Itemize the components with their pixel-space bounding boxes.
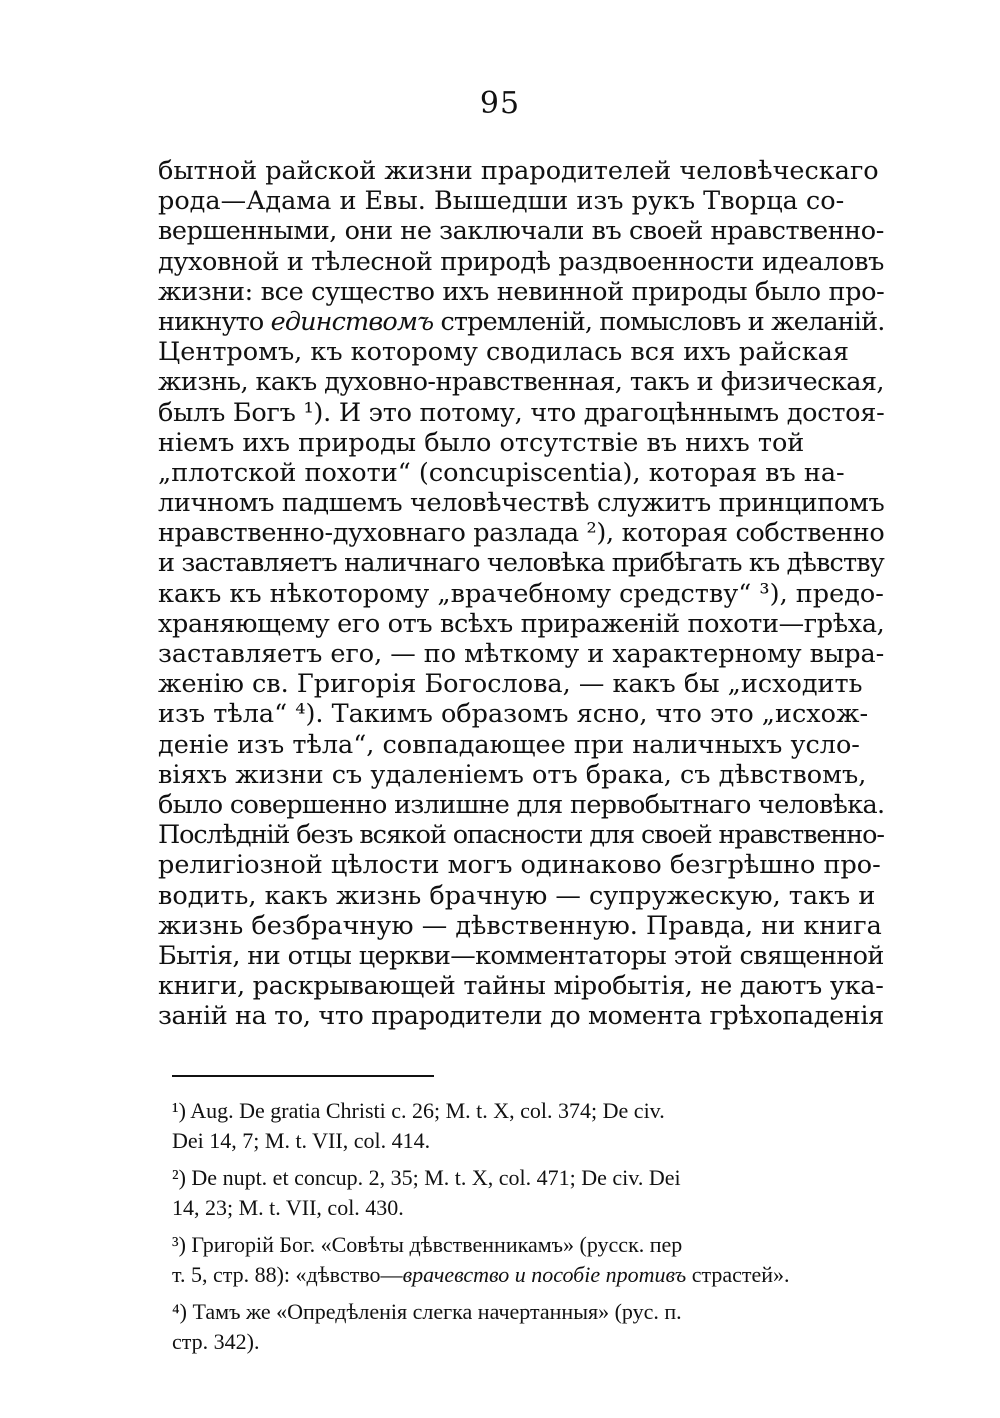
body-line: вершенными, они не заключали въ своей нравственно- [158, 216, 884, 247]
body-line: женію св. Григорія Богослова, — какъ бы „исходить [158, 669, 863, 700]
page-number: 95 [479, 86, 521, 121]
footnote-4 [172, 1297, 888, 1356]
body-line: деніе изъ тѣла“, совпадающее при наличныхъ усло- [158, 729, 860, 760]
body-line: водить, какъ жизнь брачную — супружескую, такъ и [158, 880, 876, 911]
footnote-emphasis: врачевство и пособіе противъ [402, 1261, 687, 1287]
body-line: Послѣдній безъ всякой опасности для своей нравственно- [158, 820, 884, 851]
footnote-line: ¹) Aug. De gratia Christi c. 26; M. t. X, col. 374; De civ. [172, 1098, 665, 1123]
footnote-3 [172, 1230, 888, 1289]
footnote-line: ⁴) Тамъ же «Опредѣленія слегка начертанныя» (рус. п. [172, 1299, 682, 1324]
body-line: Бытія, ни отцы церкви—комментаторы этой священной [158, 940, 884, 971]
footnote-1 [172, 1096, 888, 1155]
body-line: жизни: все существо ихъ невинной природы было про- [158, 276, 885, 307]
footnote-text: т. 5, стр. 88): «дѣвство— [172, 1261, 403, 1287]
body-line-rest: стремленій, помысловъ и желаній. [433, 306, 885, 337]
body-line: Центромъ, къ которому сводилась вся ихъ райская [158, 337, 849, 368]
body-line: личномъ падшемъ человѣчествѣ служитъ принципомъ [158, 488, 885, 519]
body-line: былъ Богъ ¹). И это потому, что драгоцѣннымъ достоя- [158, 397, 885, 428]
body-line: храняющему его отъ всѣхъ приражeній похоти—грѣха, [158, 608, 885, 639]
body-line: религіозной цѣлости могъ одинаково безгрѣшно про- [158, 850, 881, 881]
body-line: и заставляетъ наличнаго человѣка прибѣгать къ дѣвству [158, 548, 884, 579]
body-line-start: никнуто [158, 306, 271, 337]
footnote-text: страстей». [686, 1261, 790, 1287]
footnote-line: стр. 342). [172, 1328, 260, 1354]
body-line: нравственно-духовнаго разлада ²), которая собственно [158, 518, 885, 549]
body-line: изъ тѣла“ ⁴). Такимъ образомъ ясно, что это „исхож- [158, 699, 869, 730]
body-line: рода—Адама и Евы. Вышедши изъ рукъ Творца со- [158, 186, 845, 217]
body-line: жизнь, какъ духовно-нравственная, такъ и физическая, [158, 367, 884, 398]
body-line: ніемъ ихъ природы было отсутствіе въ нихъ той [158, 427, 805, 458]
emphasis-word: единствомъ [270, 306, 434, 337]
body-line: какъ къ нѣкоторому „врачебному средству“ ³), предо- [158, 578, 884, 609]
body-line: книги, раскрывающей тайны міробытія, не даютъ ука- [158, 971, 884, 1002]
body-line: бытной райской жизни прародителей человѣческаго [158, 156, 879, 186]
body-line: віяхъ жизни съ удаленіемъ отъ брака, съ дѣвствомъ, [158, 759, 867, 790]
body-text [158, 156, 884, 1031]
body-line: жизнь безбрачную — дѣвственную. Правда, ни книга [158, 910, 882, 941]
footnote-line: 14, 23; M. t. VII, col. 430. [172, 1194, 404, 1220]
footnote-line [172, 1260, 888, 1290]
body-line: было совершенно излишне для первобытнаго человѣка. [158, 789, 885, 820]
body-line: „плотской похоти“ (concupiscentia), которая въ на- [158, 457, 845, 488]
body-line: заній на то, что прародители до момента грѣхопаденія [158, 1001, 884, 1032]
footnote-2 [172, 1163, 888, 1222]
footnote-line: ²) De nupt. et concup. 2, 35; M. t. X, col. 471; De civ. Dei [172, 1165, 681, 1190]
footnote-divider [172, 1075, 434, 1077]
footnote-line: ³) Григорій Бог. «Совѣты дѣвственникамъ» (русск. пер [172, 1232, 683, 1257]
body-line [158, 307, 884, 337]
body-line: заставляетъ его, — по мѣткому и характерному выра- [158, 639, 885, 669]
footnote-line: Dei 14, 7; M. t. VII, col. 414. [172, 1127, 431, 1153]
footnotes [172, 1096, 888, 1364]
body-line: духовной и тѣлесной природѣ раздвоенности идеаловъ [158, 246, 884, 277]
